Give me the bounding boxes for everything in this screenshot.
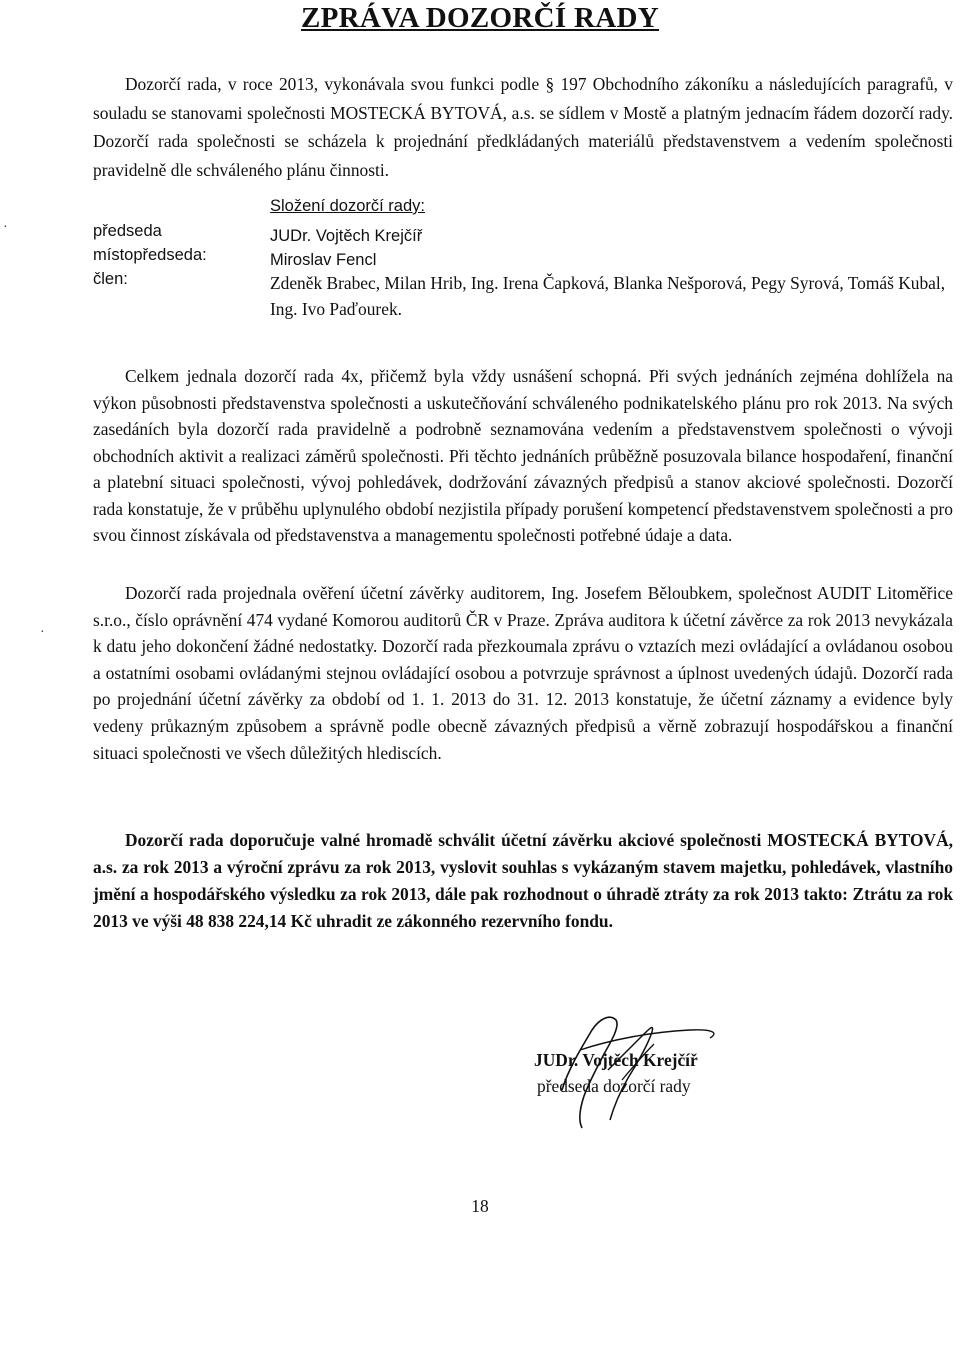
composition-heading: Složení dozorčí rady: bbox=[270, 197, 425, 215]
member-names: Zdeněk Brabec, Milan Hrib, Ing. Irena Čapková, Blanka Nešporová, Pegy Syrová, Tomáš Kubal, Ing. Ivo Paďourek. bbox=[270, 273, 946, 319]
audit-paragraph bbox=[93, 580, 953, 766]
intro-text: Dozorčí rada, v roce 2013, vykonávala svou funkci podle § 197 Obchodního zákoníku a následujících paragrafů, v souladu se stanovami společnosti MOSTECKÁ BYTOVÁ, a.s. se sídlem v Mostě a platným jednacím řádem dozorčí rady. Dozorčí rada společnosti se scházela k projednání předkládaných materiálů představenstvem a vedením společnosti pravidelně dle schváleného plánu činnosti. bbox=[93, 74, 953, 180]
member-role: předseda bbox=[93, 222, 162, 240]
member-role: místopředseda: bbox=[93, 246, 207, 264]
scan-speck: · bbox=[40, 625, 45, 640]
recommendation-text: Dozorčí rada doporučuje valné hromadě schválit účetní závěrku akciové společnosti MOSTECKÁ BYTOVÁ, a.s. za rok 2013 a výroční zprávu za rok 2013, vyslovit souhlas s vykázaným stavem majetku, pohledávek, vlastního jmění a hospodářského výsledku za rok 2013, dále pak rozhodnout o úhradě ztráty za rok 2013 takto: Ztrátu za rok 2013 ve výši 48 838 224,14 Kč uhradit ze zákonného rezervního fondu. bbox=[93, 830, 953, 931]
audit-text: Dozorčí rada projednala ověření účetní závěrky auditorem, Ing. Josefem Běloubkem, společnost AUDIT Litoměřice s.r.o., číslo oprávnění 474 vydané Komorou auditorů ČR v Praze. Zpráva auditora k účetní závěrce za rok 2013 nevykázala k datu jeho dokončení žádné nedostatky. Dozorčí rada přezkoumala zprávu o vztazích mezi ovládající a ovládanou osobou a ostatními osobami ovládanými stejnou ovládající osobou a potvrzuje správnost a úplnost uvedených údajů. Dozorčí rada po projednání účetní závěrky za období od 1. 1. 2013 do 31. 12. 2013 konstatuje, že účetní záznamy a evidence byly vedeny průkazným způsobem a správně podle obecně závazných předpisů a věrně zobrazují hospodářskou a finanční situaci společnosti ve všech důležitých hlediscích. bbox=[93, 583, 953, 763]
activity-paragraph bbox=[93, 363, 953, 549]
recommendation-paragraph bbox=[93, 827, 953, 935]
signatory-name: JUDr. Vojtěch Krejčíř bbox=[534, 1050, 698, 1070]
activity-text: Celkem jednala dozorčí rada 4x, přičemž byla vždy usnášení schopná. Při svých jednáních zejména dohlížela na výkon působnosti představenstva společnosti a uskutečňování schváleného podnikatelského plánu pro rok 2013. Na svých zasedáních byla dozorčí rada pravidelně a podrobně seznamována vedením a představenstvem společnosti o vývoji obchodních aktivit a realizaci záměrů společnosti. Při těchto jednáních průběžně posuzovala bilance hospodaření, finanční a platební situaci společnosti, vývoj pohledávek, dodržování závazných předpisů a stanov akciové společnosti. Dozorčí rada konstatuje, že v průběhu uplynulého období nezjistila případy porušení kompetencí představenstvem společnosti a pro svou činnost získávala od představenstva a managementu společnosti potřebné údaje a data. bbox=[93, 366, 953, 545]
handwritten-signature bbox=[520, 1010, 820, 1140]
document-title: ZPRÁVA DOZORČÍ RADY bbox=[300, 2, 660, 34]
signatory-role: předseda dozorčí rady bbox=[537, 1076, 691, 1096]
member-name: JUDr. Vojtěch Krejčíř bbox=[270, 227, 423, 245]
member-name: Miroslav Fencl bbox=[270, 251, 377, 269]
page-number: 18 bbox=[471, 1196, 489, 1216]
intro-paragraph bbox=[93, 70, 953, 184]
scan-speck: · bbox=[3, 220, 8, 235]
member-role: člen: bbox=[93, 270, 128, 288]
